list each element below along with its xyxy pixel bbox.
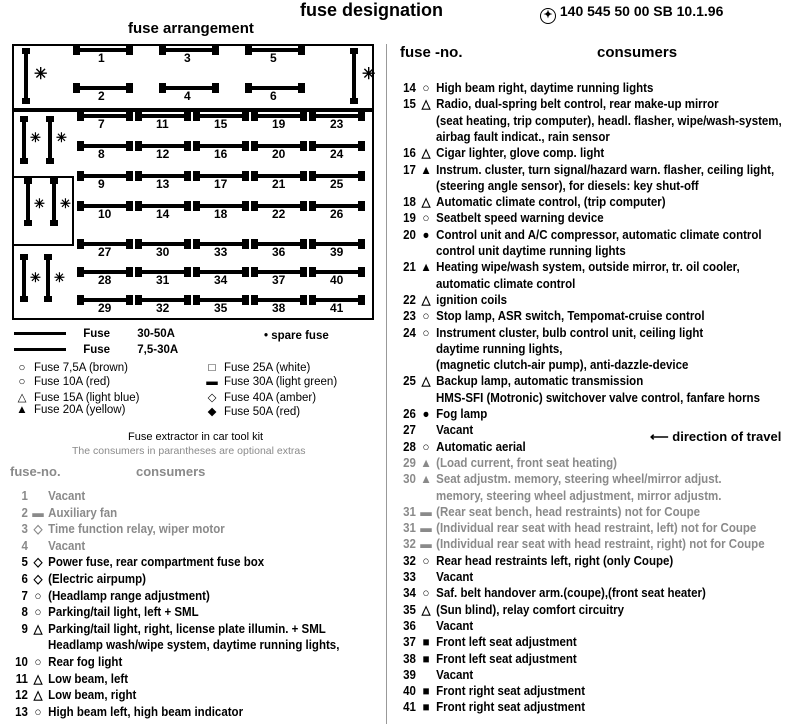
fuse-consumer: (Sun blind), relay comfort circuitry <box>436 602 625 617</box>
fuse-number: 7 <box>21 588 28 603</box>
fuse-consumer: (Electric airpump) <box>48 572 146 586</box>
fuse-rating-icon: ◇ <box>33 555 43 570</box>
fuse-list-row <box>392 456 617 470</box>
fuse-list-row <box>392 521 756 535</box>
legend-item <box>14 362 128 374</box>
fuse-consumer: Power fuse, rear compartment fuse box <box>48 555 265 570</box>
fuse-number: 28 <box>403 439 416 454</box>
fuse-rating-icon: ○ <box>422 439 430 454</box>
relay-star-icon: ✳ <box>56 130 67 145</box>
fuse-icon <box>80 144 130 148</box>
direction-of-travel: ⟵ direction of travel <box>650 429 782 444</box>
fuse-icon <box>80 114 130 118</box>
fuse-consumer: High beam left, high beam indicator <box>48 704 244 719</box>
fuse-consumer: Time function relay, wiper motor <box>48 522 225 537</box>
fuse-list-row <box>392 684 585 698</box>
fuse-consumer-continued: HMS-SFI (Motronic) switchover valve control, fanfare horns <box>436 390 761 405</box>
fuse-rating-icon: ■ <box>422 635 430 650</box>
fuse-consumer: Vacant <box>48 538 86 553</box>
fuse-rating-icon: ■ <box>422 651 430 666</box>
fuse-number: 30 <box>403 472 416 487</box>
fuse-rating-icon: ○ <box>422 211 430 226</box>
legend-text: Fuse 15A (light blue) <box>34 392 140 404</box>
fuse-number: 31 <box>403 521 416 536</box>
fuse-icon <box>352 50 356 102</box>
fuse-rating-icon: ◇ <box>33 572 43 586</box>
fuse-rating-icon: ○ <box>422 325 430 340</box>
fuse-number: 37 <box>403 635 416 650</box>
fuse-number: 21 <box>403 260 416 275</box>
legend-text: Fuse 20A (yellow) <box>34 404 126 416</box>
fuse-number: 11 <box>15 671 28 686</box>
fuse-consumer: Low beam, right <box>48 688 137 703</box>
fuse-label: 20 <box>272 147 286 161</box>
fuse-consumer: Vacant <box>48 489 86 503</box>
fuse-rating-icon: ▲ <box>16 404 28 416</box>
fuse-list-row <box>392 195 666 209</box>
fuse-consumer: (Headlamp range adjustment) <box>48 588 210 603</box>
fuse-number: 19 <box>403 211 416 226</box>
fuse-consumer: ignition coils <box>436 292 508 307</box>
relay-star-icon: ✳ <box>60 196 71 211</box>
fuse-number: 6 <box>21 572 28 586</box>
fuse-number: 29 <box>403 455 416 470</box>
fuse-list-row <box>392 211 604 225</box>
fuse-icon <box>52 180 56 224</box>
fuse-list-row <box>392 97 719 111</box>
legend-item <box>204 390 316 404</box>
legend-small-fuse: Fuse 7,5-30A <box>14 344 178 356</box>
fuse-label: 8 <box>98 147 105 161</box>
arrangement-label: fuse arrangement <box>128 20 254 37</box>
fuse-label: 9 <box>98 177 105 191</box>
fuse-label: 6 <box>270 89 277 103</box>
fuse-list-row <box>4 522 225 536</box>
fuse-rating-icon: ○ <box>422 586 430 601</box>
fuse-icon <box>48 118 52 162</box>
fuse-list-row <box>4 705 243 719</box>
fuse-label: 29 <box>98 301 112 315</box>
fuse-rating-icon: ◇ <box>207 392 217 404</box>
fuse-list-row <box>4 489 85 503</box>
fuse-number: 23 <box>403 309 416 324</box>
fuse-label: 40 <box>330 273 344 287</box>
fuse-consumer-continued: control unit daytime running lights <box>436 244 626 258</box>
legend-item <box>14 390 139 404</box>
fuse-number: 25 <box>403 374 416 389</box>
extractor-note: Fuse extractor in car tool kit <box>128 431 264 443</box>
fuse-label: 13 <box>156 177 170 191</box>
fuse-rating-icon: ▲ <box>420 162 432 177</box>
fuse-number: 13 <box>15 704 28 719</box>
fuse-label: 36 <box>272 245 286 259</box>
arrow-left-icon: ⟵ <box>650 429 669 444</box>
fuse-label: 19 <box>272 117 286 131</box>
fuse-list-row <box>392 619 473 633</box>
fuse-label: 25 <box>330 177 344 191</box>
fuse-list-row <box>4 688 136 702</box>
fuse-list-row <box>4 672 128 686</box>
fuse-label: 21 <box>272 177 286 191</box>
legend-text: Fuse 30A (light green) <box>224 376 338 388</box>
fuse-list-row <box>392 309 705 323</box>
fuse-consumer: Seatbelt speed warning device <box>436 211 604 226</box>
fuse-consumer: Radio, dual-spring belt control, rear make-up mirror <box>436 97 719 112</box>
fuse-consumer: Stop lamp, ASR switch, Tempomat-cruise control <box>436 309 705 324</box>
fuse-list-row <box>392 260 740 274</box>
fuse-rating-icon: ▲ <box>420 260 432 275</box>
fuse-number: 14 <box>403 81 416 95</box>
relay-star-icon: ✳ <box>34 196 45 211</box>
small-fuse-icon <box>14 348 66 351</box>
fuse-label: 35 <box>214 301 228 315</box>
fuse-box-top <box>12 44 374 110</box>
fuse-label: 34 <box>214 273 228 287</box>
fuse-rating-icon: ▬ <box>420 537 432 552</box>
fuse-list-row <box>392 423 473 437</box>
fuse-number: 41 <box>403 700 416 715</box>
fuse-consumer: (Rear seat bench, head restraints) not for Coupe <box>436 504 701 519</box>
relay-star-icon: ✳ <box>30 270 41 285</box>
fuse-rating-icon: ▬ <box>206 376 218 388</box>
fuse-list-row <box>4 605 199 619</box>
fuse-number: 22 <box>403 292 416 307</box>
fuse-rating-icon: ◇ <box>33 522 43 537</box>
relay-star-icon: ✳ <box>362 66 376 83</box>
fuse-list-row <box>392 407 487 421</box>
fuse-number: 38 <box>403 651 416 666</box>
fuse-list-row <box>392 586 706 600</box>
fuse-list-row <box>4 539 85 553</box>
fuse-label: 1 <box>98 51 105 65</box>
fuse-label: 17 <box>214 177 228 191</box>
fuse-consumer-continued: (seat heating, trip computer), headl. flasher, wipe/wash-system, <box>436 113 782 128</box>
fuse-list-row <box>392 163 774 177</box>
fuse-consumer: Parking/tail light, right, license plate illumin. + SML <box>48 621 326 636</box>
legend-item <box>204 404 300 418</box>
fuse-number: 8 <box>21 605 28 620</box>
reference-number: ✦ 140 545 50 00 SB 10.1.96 <box>540 3 723 24</box>
fuse-list-row <box>4 622 326 636</box>
fuse-label: 37 <box>272 273 286 287</box>
legend-text: Fuse 10A (red) <box>34 376 111 388</box>
fuse-label: 41 <box>330 301 344 315</box>
big-fuse-icon <box>14 332 66 335</box>
fuse-label: 27 <box>98 245 112 259</box>
fuse-number: 20 <box>403 227 416 242</box>
fuse-consumer: Automatic aerial <box>436 439 526 454</box>
fuse-label: 38 <box>272 301 286 315</box>
fuse-consumer: Front right seat adjustment <box>436 684 586 699</box>
fuse-consumer: Vacant <box>436 423 474 438</box>
fuse-list-row <box>392 537 765 551</box>
fuse-number: 31 <box>403 504 416 519</box>
fuse-number: 2 <box>21 505 28 520</box>
fuse-number: 17 <box>403 162 416 177</box>
fuse-consumer: Vacant <box>436 618 474 633</box>
fuse-rating-icon: ■ <box>422 700 430 715</box>
legend-text: Fuse 40A (amber) <box>224 392 317 404</box>
column-divider <box>386 44 387 724</box>
fuse-consumer: Vacant <box>436 570 474 584</box>
fuse-rating-icon: ◆ <box>207 406 217 418</box>
fuse-label: 31 <box>156 273 170 287</box>
fuse-number: 32 <box>403 553 416 568</box>
fuse-rating-icon: ○ <box>422 81 430 95</box>
fuse-rating-icon: △ <box>33 671 43 686</box>
fuse-consumer: Cigar lighter, glove comp. light <box>436 146 605 161</box>
fuse-label: 2 <box>98 89 105 103</box>
left-consumers-header: consumers <box>136 464 206 479</box>
fuse-label: 5 <box>270 51 277 65</box>
fuse-icon <box>46 256 50 300</box>
fuse-icon <box>24 50 28 102</box>
optional-note: The consumers in parantheses are optional extras <box>72 445 306 457</box>
fuse-rating-icon: ○ <box>34 605 42 620</box>
fuse-list-row <box>4 589 210 603</box>
fuse-label: 22 <box>272 207 286 221</box>
fuse-consumer: Saf. belt handover arm.(coupe),(front seat heater) <box>436 586 706 601</box>
fuse-list-row <box>392 570 473 584</box>
legend-item <box>14 404 125 416</box>
fuse-rating-icon: ● <box>422 407 430 421</box>
fuse-icon <box>22 118 26 162</box>
fuse-consumer: (Load current, front seat heating) <box>436 455 617 470</box>
fuse-rating-icon: □ <box>208 362 216 374</box>
fuse-consumer: Front left seat adjustment <box>436 651 577 666</box>
fuse-consumer-continued: (steering angle sensor), for diesels: key shut-off <box>436 178 699 193</box>
fuse-rating-icon: ○ <box>18 362 26 374</box>
fuse-label: 3 <box>184 51 191 65</box>
fuse-rating-icon: ▲ <box>420 472 432 487</box>
fuse-consumer: Parking/tail light, left + SML <box>48 605 199 620</box>
fuse-list-row <box>4 655 122 669</box>
fuse-label: 39 <box>330 245 344 259</box>
fuse-rating-icon: ▬ <box>32 505 44 520</box>
fuse-no-header: fuse -no. <box>400 44 463 61</box>
fuse-number: 39 <box>403 667 416 682</box>
fuse-list-row <box>392 603 624 617</box>
fuse-rating-icon: △ <box>33 621 43 636</box>
fuse-consumer-continued: Headlamp wash/wipe system, daytime running lights, <box>48 638 340 653</box>
legend-text: Fuse 50A (red) <box>224 406 301 418</box>
fuse-label: 10 <box>98 207 112 221</box>
fuse-consumer: Control unit and A/C compressor, automatic climate control <box>436 227 762 242</box>
legend-text: Fuse 25A (white) <box>224 362 311 374</box>
fuse-number: 12 <box>15 688 28 703</box>
fuse-list-row <box>392 668 473 682</box>
fuse-number: 4 <box>21 538 28 553</box>
fuse-number: 26 <box>403 407 416 421</box>
fuse-list-row <box>392 505 700 519</box>
fuse-list-row <box>392 146 604 160</box>
page-title: fuse designation <box>300 0 444 20</box>
fuse-list-row <box>392 326 703 340</box>
fuse-list-row <box>4 506 117 520</box>
fuse-list-row <box>392 635 577 649</box>
relay-star-icon: ✳ <box>54 270 65 285</box>
fuse-list-row <box>392 472 722 486</box>
fuse-list-row <box>392 374 643 388</box>
fuse-rating-icon: △ <box>421 292 431 307</box>
fuse-consumer: Automatic climate control, (trip computer) <box>436 195 666 210</box>
fuse-number: 9 <box>21 621 28 636</box>
fuse-consumer: Auxiliary fan <box>48 505 118 520</box>
fuse-consumer: Instrum. cluster, turn signal/hazard warn. flasher, ceiling light, <box>436 162 775 177</box>
fuse-consumer-continued: memory, steering wheel adjustment, mirror adjustm. <box>436 488 722 503</box>
fuse-list-row <box>4 555 264 569</box>
legend-item <box>204 376 337 388</box>
legend-item <box>204 362 310 374</box>
fuse-rating-icon: △ <box>17 392 27 404</box>
fuse-list-row <box>392 293 507 307</box>
fuse-number: 18 <box>403 195 416 210</box>
fuse-consumer: Rear fog light <box>48 655 123 669</box>
fuse-label: 15 <box>214 117 228 131</box>
fuse-list-row <box>392 554 673 568</box>
fuse-rating-icon: ▲ <box>420 455 432 470</box>
fuse-number: 24 <box>403 325 416 340</box>
fuse-consumer: Instrument cluster, bulb control unit, ceiling light <box>436 325 704 340</box>
fuse-label: 16 <box>214 147 228 161</box>
fuse-consumer-continued: automatic climate control <box>436 276 576 291</box>
fuse-rating-icon: △ <box>33 688 43 703</box>
fuse-consumer: (Individual rear seat with head restraint, left) not for Coupe <box>436 521 757 536</box>
fuse-label: 14 <box>156 207 170 221</box>
fuse-icon <box>26 180 30 224</box>
fuse-rating-icon: ▬ <box>420 504 432 519</box>
fuse-rating-icon: ▬ <box>420 521 432 536</box>
fuse-rating-icon: △ <box>421 97 431 112</box>
fuse-consumer: Front left seat adjustment <box>436 635 577 650</box>
fuse-consumer: Low beam, left <box>48 671 129 686</box>
fuse-label: 4 <box>184 89 191 103</box>
fuse-rating-icon: ○ <box>18 376 26 388</box>
fuse-list-row <box>392 652 577 666</box>
fuse-list-row <box>392 440 526 454</box>
fuse-rating-icon: ○ <box>34 704 42 719</box>
fuse-label: 11 <box>156 117 169 131</box>
fuse-rating-icon: ○ <box>422 309 430 324</box>
fuse-consumer-continued: airbag fault indicat., rain sensor <box>436 129 610 144</box>
fuse-consumer-continued: (magnetic clutch-air pump), anti-dazzle-device <box>436 358 689 373</box>
fuse-label: 32 <box>156 301 170 315</box>
fuse-consumer: Rear head restraints left, right (only Coupe) <box>436 553 674 568</box>
fuse-number: 3 <box>21 522 28 537</box>
fuse-consumer: Seat adjustm. memory, steering wheel/mirror adjust. <box>436 472 722 487</box>
fuse-number: 5 <box>21 555 28 570</box>
fuse-consumer-continued: daytime running lights, <box>436 341 563 356</box>
fuse-consumer: Front right seat adjustment <box>436 700 586 715</box>
fuse-icon <box>22 256 26 300</box>
legend-big-fuse: Fuse 30-50A <box>14 328 175 340</box>
legend-spare: • spare fuse <box>264 330 329 342</box>
fuse-rating-icon: △ <box>421 374 431 389</box>
fuse-consumer: Heating wipe/wash system, outside mirror, tr. oil cooler, <box>436 260 740 275</box>
fuse-label: 18 <box>214 207 228 221</box>
legend-text: Fuse 7,5A (brown) <box>34 362 128 374</box>
fuse-list-row <box>392 228 762 242</box>
relay-star-icon: ✳ <box>34 66 48 83</box>
fuse-number: 27 <box>403 423 416 438</box>
fuse-number: 10 <box>15 655 28 669</box>
fuse-number: 15 <box>403 97 416 112</box>
fuse-list-row <box>392 81 653 95</box>
fuse-label: 30 <box>156 245 170 259</box>
fuse-rating-icon: ○ <box>34 588 42 603</box>
fuse-label: 33 <box>214 245 228 259</box>
fuse-number: 40 <box>403 684 416 699</box>
consumers-header: consumers <box>597 44 678 61</box>
fuse-rating-icon: △ <box>421 146 431 161</box>
left-fuse-no-header: fuse-no. <box>10 464 61 479</box>
fuse-rating-icon: △ <box>421 602 431 617</box>
fuse-list-row <box>392 700 585 714</box>
fuse-label: 28 <box>98 273 112 287</box>
legend-item <box>14 376 110 388</box>
fuse-consumer: Backup lamp, automatic transmission <box>436 374 644 389</box>
star-logo-icon: ✦ <box>540 8 556 24</box>
fuse-rating-icon: ■ <box>422 684 430 699</box>
relay-star-icon: ✳ <box>30 130 41 145</box>
fuse-icon <box>80 174 130 178</box>
fuse-label: 7 <box>98 117 105 131</box>
fuse-number: 33 <box>403 570 416 584</box>
fuse-rating-icon: △ <box>421 195 431 210</box>
fuse-number: 36 <box>403 618 416 633</box>
fuse-number: 34 <box>403 586 416 601</box>
fuse-list-row <box>4 572 146 586</box>
fuse-number: 16 <box>403 146 416 161</box>
fuse-label: 12 <box>156 147 170 161</box>
fuse-number: 35 <box>403 602 416 617</box>
fuse-consumer: (Individual rear seat with head restraint, right) not for Coupe <box>436 537 765 552</box>
fuse-number: 32 <box>403 537 416 552</box>
fuse-consumer: Vacant <box>436 667 474 682</box>
fuse-consumer: High beam right, daytime running lights <box>436 81 654 95</box>
fuse-rating-icon: ○ <box>422 553 430 568</box>
fuse-label: 24 <box>330 147 344 161</box>
fuse-consumer: Fog lamp <box>436 407 488 421</box>
fuse-number: 1 <box>21 489 28 503</box>
fuse-rating-icon: ○ <box>34 655 42 669</box>
fuse-label: 23 <box>330 117 344 131</box>
fuse-rating-icon: ● <box>422 227 430 242</box>
fuse-label: 26 <box>330 207 344 221</box>
